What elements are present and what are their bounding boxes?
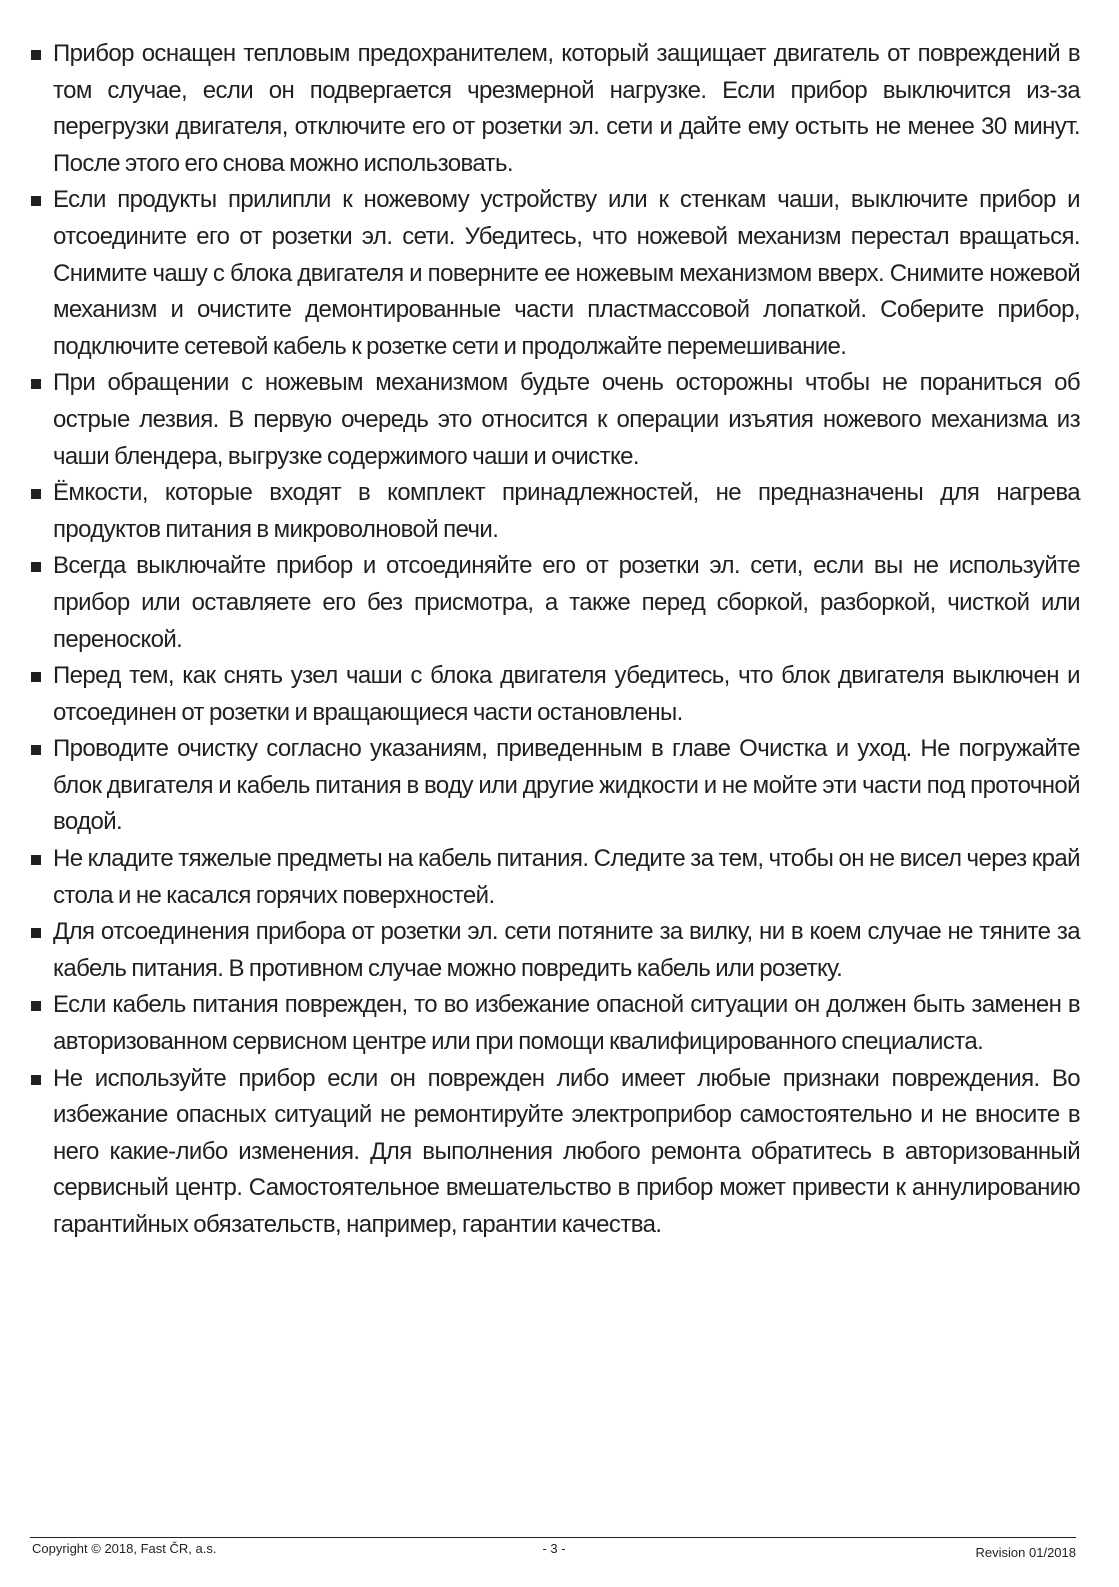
square-bullet-icon: [31, 1075, 41, 1085]
footer-revision: Revision 01/2018: [975, 1545, 1076, 1560]
list-item: [30, 36, 1080, 182]
list-item: [30, 658, 1080, 731]
page-footer: [32, 1541, 1076, 1565]
square-bullet-icon: [31, 379, 41, 389]
list-item: [30, 841, 1080, 914]
list-item: [30, 987, 1080, 1060]
list-item-text: Ёмкости, которые входят в комплект принадлежностей, не предназначены для нагрева продуктов питания в микроволновой печи.: [53, 479, 1080, 543]
square-bullet-icon: [31, 855, 41, 865]
list-item-text: Не используйте прибор если он поврежден либо имеет любые признаки повреждения. Во избежание опасных ситуаций не ремонтируйте электроприбор самостоятельно и не вносите в него какие-либо изменения. Для выполнения любого ремонта обратитесь в авторизованный сервисный центр. Самостоятельное вмешательство в прибор может привести к аннулированию гарантийных обязательств, например, гарантии качества.: [53, 1064, 1080, 1238]
square-bullet-icon: [31, 196, 41, 206]
footer-page-number: - 3 -: [542, 1541, 566, 1556]
list-item-text: Всегда выключайте прибор и отсоединяйте его от розетки эл. сети, если вы не используйте прибор или оставляете его без присмотра, а также перед сборкой, разборкой, чисткой или переноской.: [53, 552, 1080, 653]
list-item: [30, 182, 1080, 365]
square-bullet-icon: [31, 745, 41, 755]
square-bullet-icon: [31, 672, 41, 682]
list-item: [30, 731, 1080, 841]
list-item-text: Проводите очистку согласно указаниям, приведенным в главе Очистка и уход. Не погружайте блок двигателя и кабель питания в воду или другие жидкости и не мойте эти части под проточной водой.: [53, 735, 1080, 836]
list-item: [30, 548, 1080, 658]
list-item-text: Если продукты прилипли к ножевому устройству или к стенкам чаши, выключите прибор и отсоедините его от розетки эл. сети. Убедитесь, что ножевой механизм перестал вращаться. Снимите чашу с блока двигателя и поверните ее ножевым механизмом вверх. Снимите ножевой механизм и очистите демонтированные части пластмассовой лопаткой. Соберите прибор, подключите сетевой кабель к розетке сети и продолжайте перемешивание.: [53, 186, 1080, 360]
footer-copyright: Copyright © 2018, Fast ČR, a.s.: [32, 1541, 217, 1556]
list-item-text: Не кладите тяжелые предметы на кабель питания. Следите за тем, чтобы он не висел через край стола и не касался горячих поверхностей.: [53, 845, 1080, 909]
list-item-text: При обращении с ножевым механизмом будьте очень осторожны чтобы не пораниться об острые лезвия. В первую очередь это относится к операции изъятия ножевого механизма из чаши блендера, выгрузке содержимого чаши и очистке.: [53, 369, 1080, 470]
square-bullet-icon: [31, 562, 41, 572]
square-bullet-icon: [31, 928, 41, 938]
list-item-text: Перед тем, как снять узел чаши с блока двигателя убедитесь, что блок двигателя выключен и отсоединен от розетки и вращающиеся части остановлены.: [53, 662, 1080, 726]
square-bullet-icon: [31, 50, 41, 60]
list-item: [30, 475, 1080, 548]
list-item-text: Для отсоединения прибора от розетки эл. сети потяните за вилку, ни в коем случае не тяните за кабель питания. В противном случае можно повредить кабель или розетку.: [53, 918, 1080, 982]
footer-divider: [30, 1537, 1076, 1538]
safety-instructions-list: [30, 36, 1080, 1244]
list-item: [30, 914, 1080, 987]
square-bullet-icon: [31, 489, 41, 499]
list-item: [30, 1061, 1080, 1244]
document-body: [30, 36, 1080, 1244]
list-item: [30, 365, 1080, 475]
square-bullet-icon: [31, 1001, 41, 1011]
list-item-text: Если кабель питания поврежден, то во избежание опасной ситуации он должен быть заменен в авторизованном сервисном центре или при помощи квалифицированного специалиста.: [53, 991, 1080, 1056]
list-item-text: Прибор оснащен тепловым предохранителем, который защищает двигатель от повреждений в том случае, если он подвергается чрезмерной нагрузке. Если прибор выключится из-за перегрузки двигателя, отключите его от розетки эл. сети и дайте ему остыть не менее 30 минут. После этого его снова можно использовать.: [53, 40, 1080, 177]
